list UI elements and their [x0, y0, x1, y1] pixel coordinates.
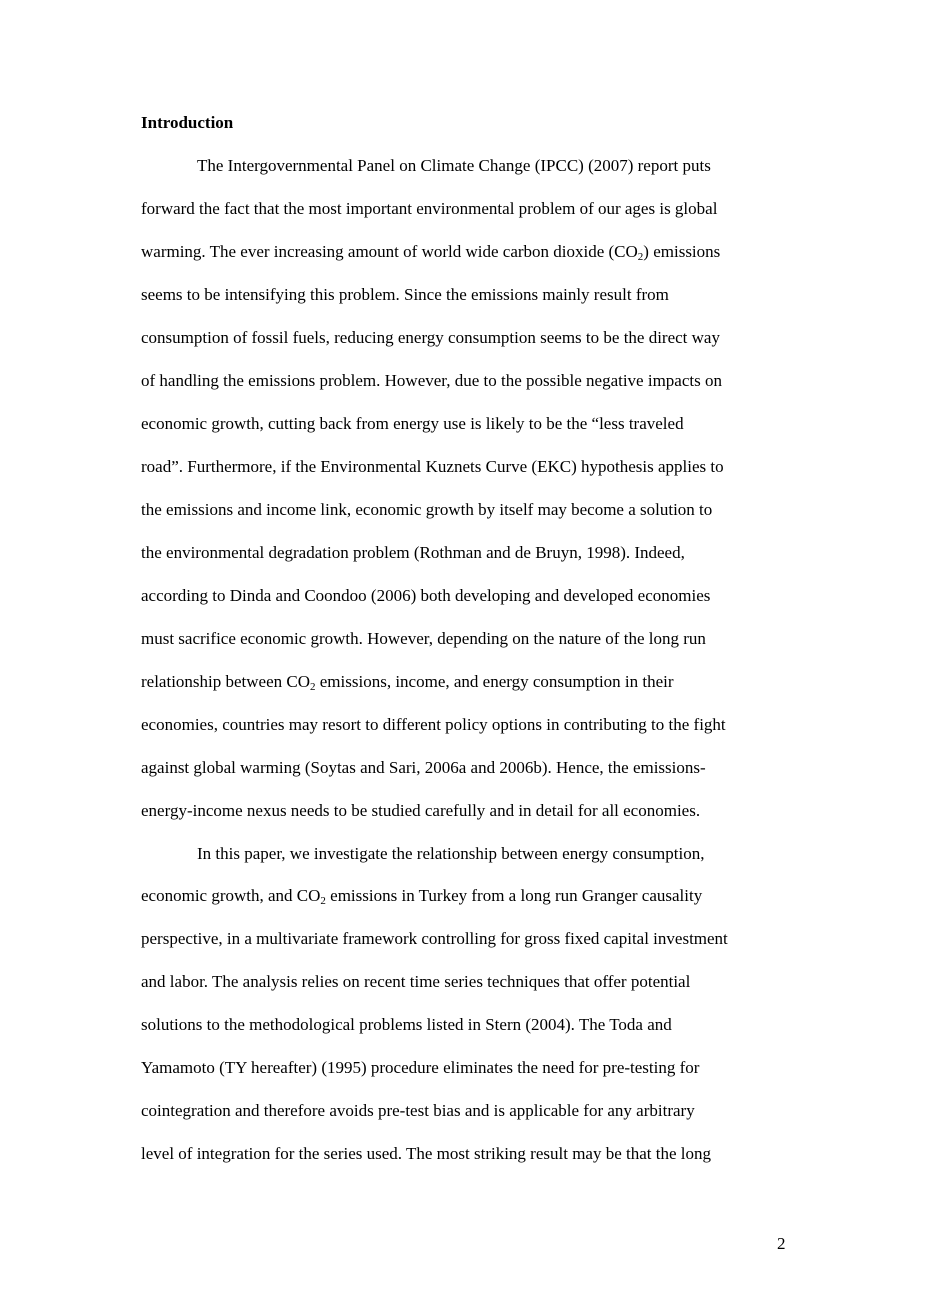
text-segment: according to Dinda and Coondoo (2006) both developing and developed economies — [141, 586, 711, 605]
text-segment: the environmental degradation problem (Rothman and de Bruyn, 1998). Indeed, — [141, 543, 685, 562]
text-segment: the emissions and income link, economic growth by itself may become a solution to — [141, 500, 713, 519]
text-line — [141, 542, 685, 564]
text-segment: of handling the emissions problem. However, due to the possible negative impacts on — [141, 371, 722, 390]
text-line — [141, 1100, 695, 1122]
section-heading: Introduction — [141, 113, 234, 132]
page-number: 2 — [777, 1234, 786, 1253]
text-line — [141, 1057, 699, 1079]
text-line — [141, 971, 690, 993]
text-segment: ) emissions — [643, 242, 721, 261]
text-line — [197, 155, 711, 177]
text-line — [197, 843, 704, 865]
text-line — [141, 198, 717, 220]
text-segment: energy-income nexus needs to be studied carefully and in detail for all economies. — [141, 801, 701, 820]
text-segment: relationship between CO — [141, 672, 311, 691]
text-segment: Yamamoto (TY hereafter) (1995) procedure eliminates the need for pre-testing for — [141, 1058, 700, 1077]
text-segment: economic growth, cutting back from energy use is likely to be the “less traveled — [141, 414, 684, 433]
subscript: 2 — [320, 895, 326, 907]
text-segment: consumption of fossil fuels, reducing energy consumption seems to be the direct way — [141, 328, 720, 347]
text-line — [141, 928, 728, 950]
subscript: 2 — [310, 681, 316, 693]
text-line — [141, 1143, 711, 1165]
text-line — [141, 1014, 672, 1036]
text-line — [141, 585, 710, 607]
text-line — [141, 499, 712, 521]
text-line — [141, 241, 720, 263]
text-segment: economies, countries may resort to different policy options in contributing to the fight — [141, 715, 726, 734]
text-line — [141, 327, 720, 349]
text-segment: perspective, in a multivariate framework controlling for gross fixed capital investment — [141, 929, 728, 948]
text-line — [141, 757, 706, 779]
text-segment: and labor. The analysis relies on recent time series techniques that offer potential — [141, 972, 691, 991]
text-segment: forward the fact that the most important environmental problem of our ages is global — [141, 199, 718, 218]
text-segment: warming. The ever increasing amount of world wide carbon dioxide (CO — [141, 242, 638, 261]
text-segment: must sacrifice economic growth. However, depending on the nature of the long run — [141, 629, 706, 648]
text-line — [141, 714, 726, 736]
text-segment: seems to be intensifying this problem. Since the emissions mainly result from — [141, 285, 669, 304]
text-segment: level of integration for the series used. The most striking result may be that the long — [141, 1144, 711, 1163]
text-segment: emissions in Turkey from a long run Granger causality — [325, 886, 703, 905]
text-line — [141, 456, 724, 478]
text-segment: The Intergovernmental Panel on Climate Change (IPCC) (2007) report puts — [197, 156, 711, 175]
text-segment: cointegration and therefore avoids pre-test bias and is applicable for any arbitrary — [141, 1101, 695, 1120]
text-segment: emissions, income, and energy consumption in their — [315, 672, 674, 691]
text-line — [141, 628, 706, 650]
text-line — [141, 413, 684, 435]
subscript: 2 — [637, 251, 644, 263]
text-segment: road”. Furthermore, if the Environmental Kuznets Curve (EKC) hypothesis applies to — [141, 457, 724, 476]
text-line — [141, 370, 722, 392]
text-segment: solutions to the methodological problems listed in Stern (2004). The Toda and — [141, 1015, 672, 1034]
text-segment: In this paper, we investigate the relationship between energy consumption, — [197, 844, 705, 863]
text-line — [141, 885, 702, 907]
text-line — [141, 284, 669, 306]
text-segment: economic growth, and CO — [141, 886, 321, 905]
text-line — [141, 671, 674, 693]
text-segment: against global warming (Soytas and Sari, 2006a and 2006b). Hence, the emissions- — [141, 758, 706, 777]
text-line — [141, 800, 700, 822]
